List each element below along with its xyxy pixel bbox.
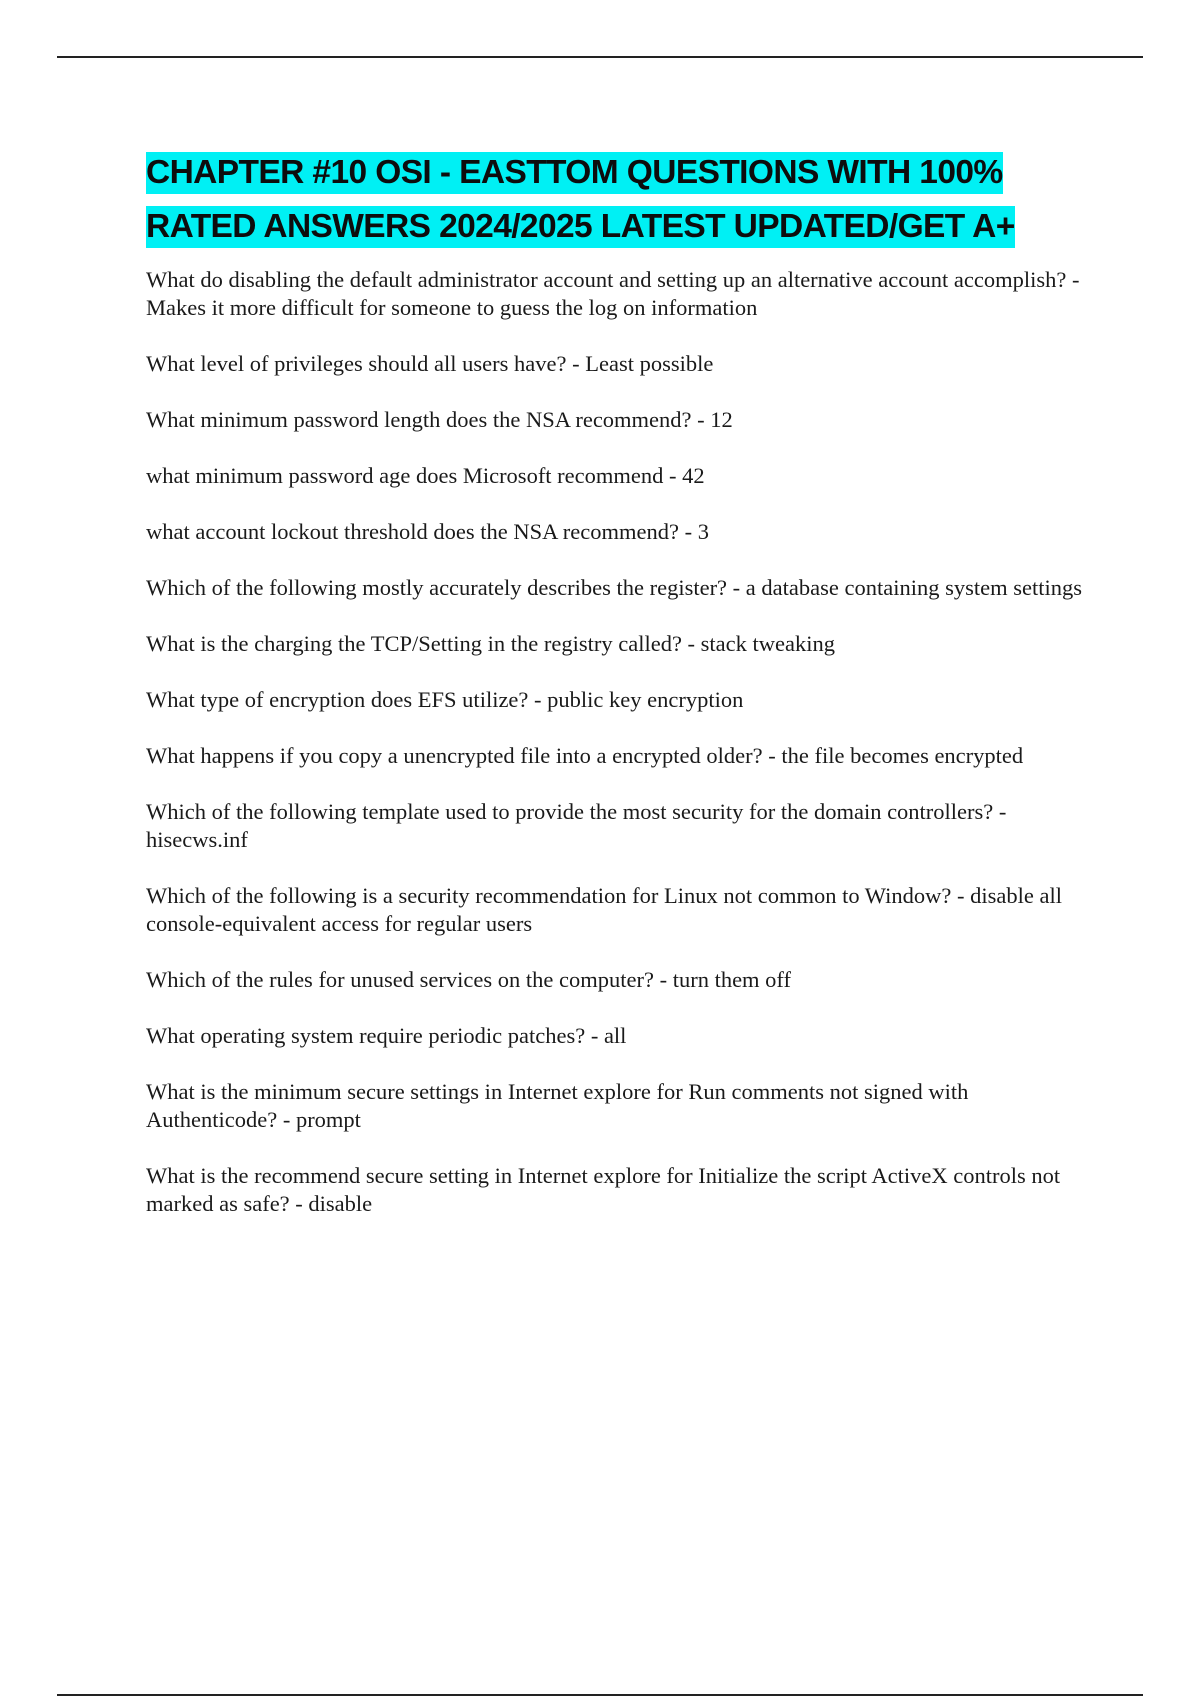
qa-item-8: What type of encryption does EFS utilize? - public key encryption	[146, 687, 744, 712]
qa-item-3: What minimum password length does the NSA recommend? - 12	[146, 407, 733, 432]
qa-item-13: What operating system require periodic patches? - all	[146, 1023, 627, 1048]
qa-list	[146, 266, 1096, 1218]
qa-item-7: What is the charging the TCP/Setting in the registry called? - stack tweaking	[146, 631, 835, 656]
qa-item-12: Which of the rules for unused services on the computer? - turn them off	[146, 967, 792, 992]
qa-item-9: What happens if you copy a unencrypted file into a encrypted older? - the file becomes encrypted	[146, 743, 1024, 768]
qa-item-15: What is the recommend secure setting in Internet explore for Initialize the script ActiveX controls not marked as safe? - disable	[146, 1163, 1061, 1216]
top-rule	[57, 56, 1143, 58]
title-line-2: RATED ANSWERS 2024/2025 LATEST UPDATED/GET A+	[146, 206, 1015, 248]
qa-item-6: Which of the following mostly accurately describes the register? - a database containing system settings	[146, 575, 1082, 600]
qa-item-4: what minimum password age does Microsoft recommend - 42	[146, 463, 705, 488]
qa-item-11: Which of the following is a security recommendation for Linux not common to Window? - disable all console-equivalent access for regular users	[146, 883, 1062, 936]
document-content	[146, 146, 1096, 1246]
qa-item-14: What is the minimum secure settings in Internet explore for Run comments not signed with Authenticode? - prompt	[146, 1079, 969, 1132]
document-title	[146, 146, 1096, 254]
qa-item-2: What level of privileges should all users have? - Least possible	[146, 351, 714, 376]
qa-item-10: Which of the following template used to provide the most security for the domain controllers? - hisecws.inf	[146, 799, 1007, 852]
qa-item-1: What do disabling the default administrator account and setting up an alternative account accomplish? - Makes it more difficult for someone to guess the log on information	[146, 267, 1080, 320]
qa-item-5: what account lockout threshold does the NSA recommend? - 3	[146, 519, 709, 544]
bottom-rule	[57, 1694, 1143, 1696]
title-line-1: CHAPTER #10 OSI - EASTTOM QUESTIONS WITH 100%	[146, 152, 1003, 194]
